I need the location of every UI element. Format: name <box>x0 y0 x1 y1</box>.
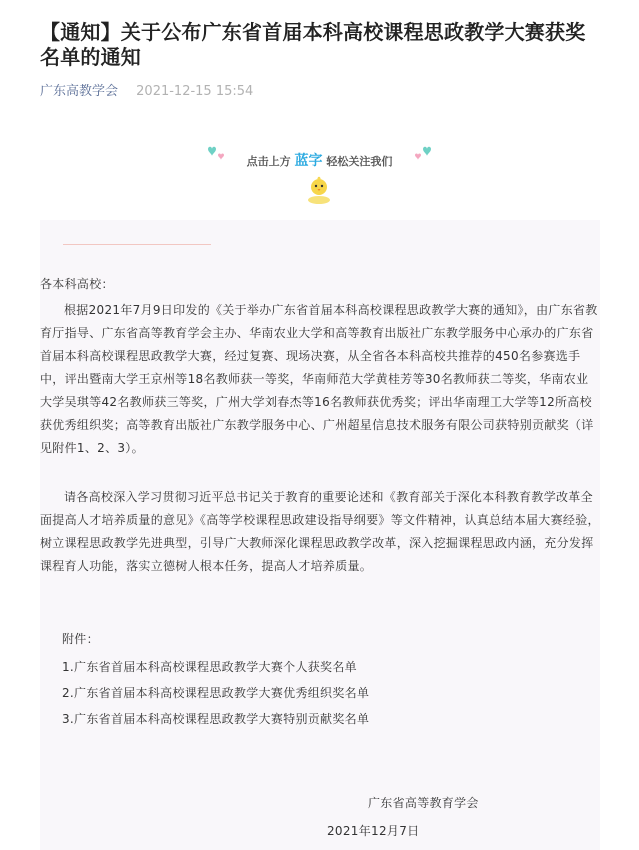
article-content <box>40 220 600 850</box>
chick-icon <box>306 175 332 205</box>
signature-org: 广东省高等教育学会 <box>368 796 479 810</box>
article-meta <box>40 80 253 99</box>
signature-date: 2021年12月7日 <box>327 824 420 838</box>
follow-prefix: 点击上方 <box>246 155 291 168</box>
salutation: 各本科高校： <box>40 277 114 291</box>
paragraph-2: 请各高校深入学习贯彻习近平总书记关于教育的重要论述和《教育部关于深化本科教育教学改革全面提高人才培养质量的意见》《高等学校课程思政建设指导纲要》等文件精神，认真总结本届大赛经验，树立课程思政教学先进典型，引导广大教师深化课程思政教学改革，深入挖掘课程思政内涵，充分发挥课程育人功能，落实立德树人根本任务，提高人才培养质量。 <box>40 490 600 573</box>
attachment-item-2: 2.广东省首届本科高校课程思政教学大赛优秀组织奖名单 <box>62 686 370 700</box>
follow-suffix: 轻松关注我们 <box>326 155 393 168</box>
attachments-label: 附件： <box>62 632 99 646</box>
publish-time: 2021-12-15 15:54 <box>136 84 254 99</box>
account-name-link[interactable]: 广东高教学会 <box>40 84 119 99</box>
paragraph-1: 根据2021年7月9日印发的《关于举办广东省首届本科高校课程思政教学大赛的通知》，由广东省教育厅指导、广东省高等教育学会主办、华南农业大学和高等教育出版社广东教学服务中心承办的广东省首届本科高校课程思政教学大赛，经过复赛、现场决赛，从全省各本科高校共推荐的450名参赛选手中，评出暨南大学王京州等18名教师获一等奖，华南师范大学黄桂芳等30名教师获二等奖，华南农业大学吴琪等42名教师获三等奖，广州大学刘春杰等16名教师获优秀奖；评出华南理工大学等12所高校获优秀组织奖；高等教育出版社广东教学服务中心、广州超星信息技术服务有限公司获特别贡献奖（详见附件1、2、3）。 <box>40 303 598 455</box>
article-title: 【通知】关于公布广东省首届本科高校课程思政教学大赛获奖名单的通知 <box>40 20 586 69</box>
attachment-item-1: 1.广东省首届本科高校课程思政教学大赛个人获奖名单 <box>62 660 357 674</box>
follow-banner <box>0 145 639 215</box>
divider-line <box>63 244 211 245</box>
heart-icon-right <box>410 145 434 165</box>
follow-prompt <box>0 150 639 170</box>
follow-highlight: 蓝字 <box>294 153 323 169</box>
attachment-item-3: 3.广东省首届本科高校课程思政教学大赛特别贡献奖名单 <box>62 712 370 726</box>
